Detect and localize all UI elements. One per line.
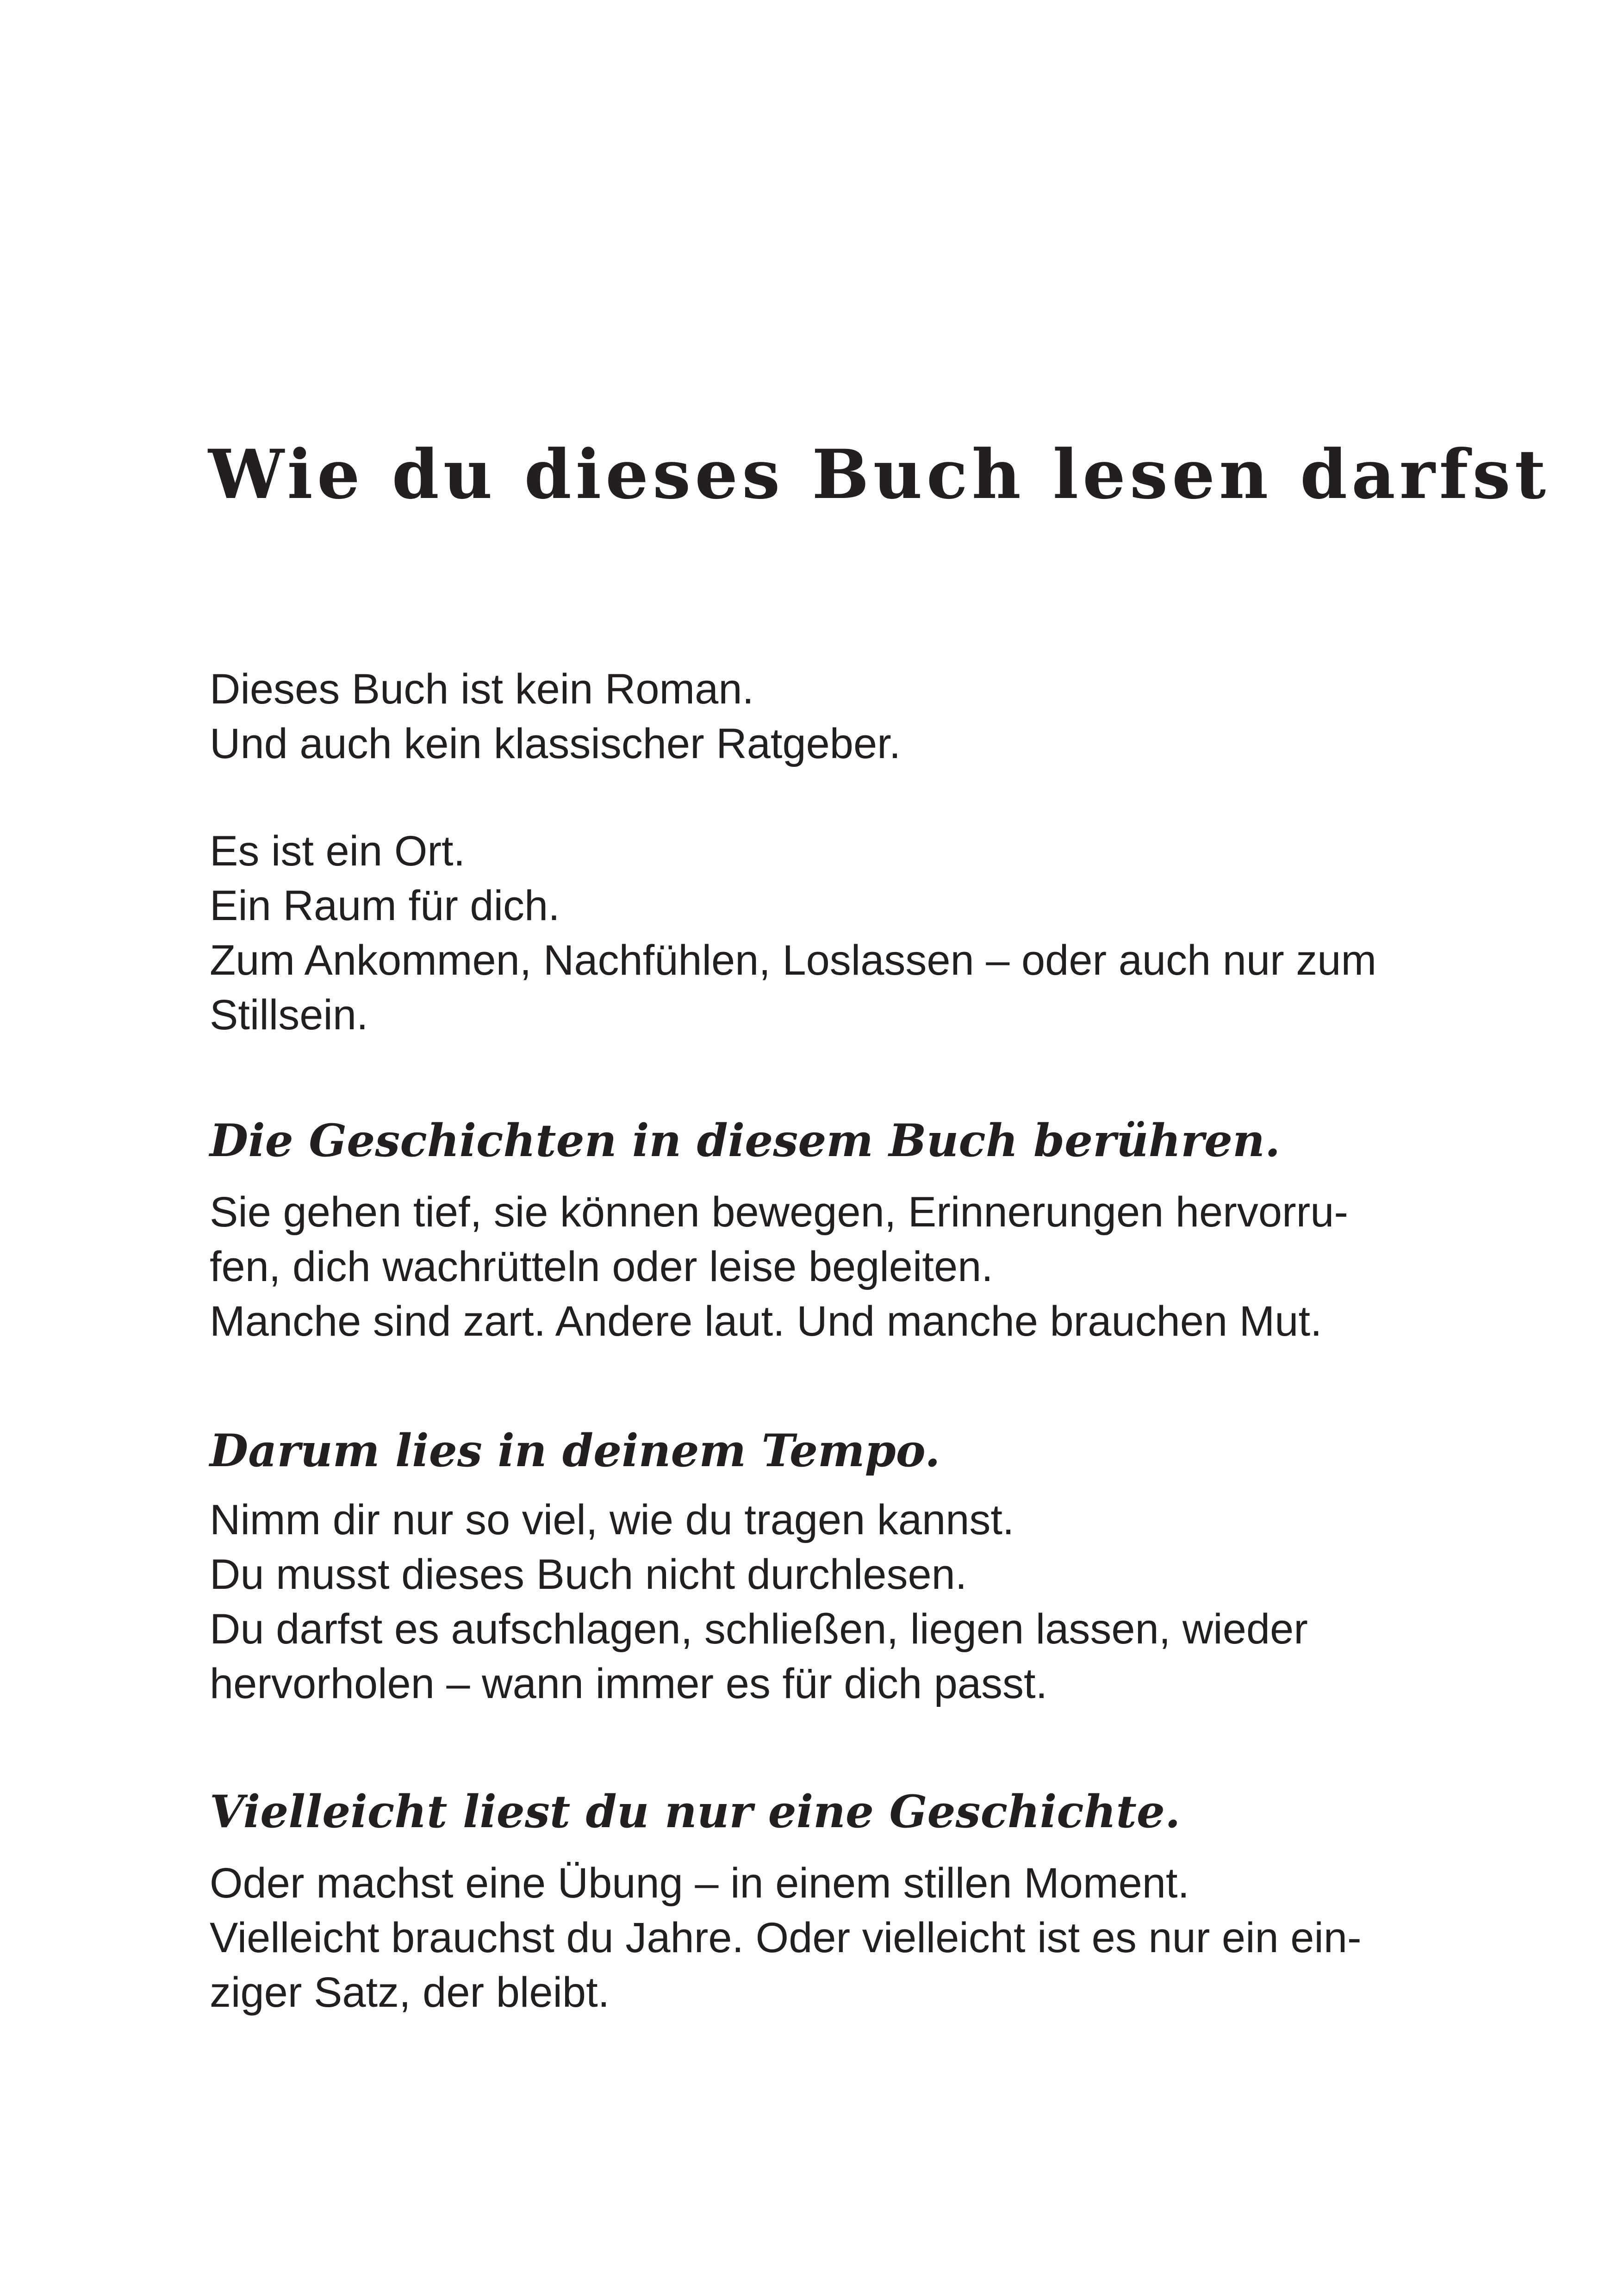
intro-line: Dieses Buch ist kein Roman.	[210, 666, 754, 713]
section-line: Manche sind zart. Andere laut. Und manche brauchen Mut.	[210, 1298, 1322, 1345]
section-paragraph	[210, 1856, 1362, 2020]
section-line: Oder machst eine Übung – in einem stillen Moment.	[210, 1860, 1190, 1907]
section-line: hervorholen – wann immer es für dich passt.	[210, 1660, 1048, 1707]
section-line: Du darfst es aufschlagen, schließen, liegen lassen, wieder	[210, 1605, 1308, 1653]
place-line: Ein Raum für dich.	[210, 882, 560, 929]
section-line: fen, dich wachrütteln oder leise begleiten.	[210, 1243, 993, 1290]
place-line: Es ist ein Ort.	[210, 828, 466, 875]
page-title: Wie du dieses Buch lesen darfst	[208, 435, 1550, 514]
section-heading: Die Geschichten in diesem Buch berühren.	[210, 1114, 1281, 1167]
section-line: Vielleicht brauchst du Jahre. Oder vielleicht ist es nur ein ein-	[210, 1914, 1362, 1961]
section-paragraph	[210, 1185, 1348, 1349]
intro-line: Und auch kein klassischer Ratgeber.	[210, 720, 901, 767]
section-heading: Vielleicht liest du nur eine Geschichte.	[210, 1786, 1181, 1838]
section-paragraph	[210, 1493, 1308, 1711]
section-line: Du musst dieses Buch nicht durchlesen.	[210, 1551, 967, 1598]
place-line: Zum Ankommen, Nachfühlen, Loslassen – oder auch nur zum	[210, 937, 1377, 984]
section-line: Sie gehen tief, sie können bewegen, Erinnerungen hervorru-	[210, 1188, 1349, 1236]
place-paragraph	[210, 824, 1376, 1042]
section-line: ziger Satz, der bleibt.	[210, 1969, 610, 2016]
place-line: Stillsein.	[210, 991, 368, 1039]
intro-paragraph	[210, 662, 901, 771]
section-line: Nimm dir nur so viel, wie du tragen kannst.	[210, 1496, 1014, 1543]
section-heading: Darum lies in deinem Tempo.	[210, 1425, 940, 1477]
